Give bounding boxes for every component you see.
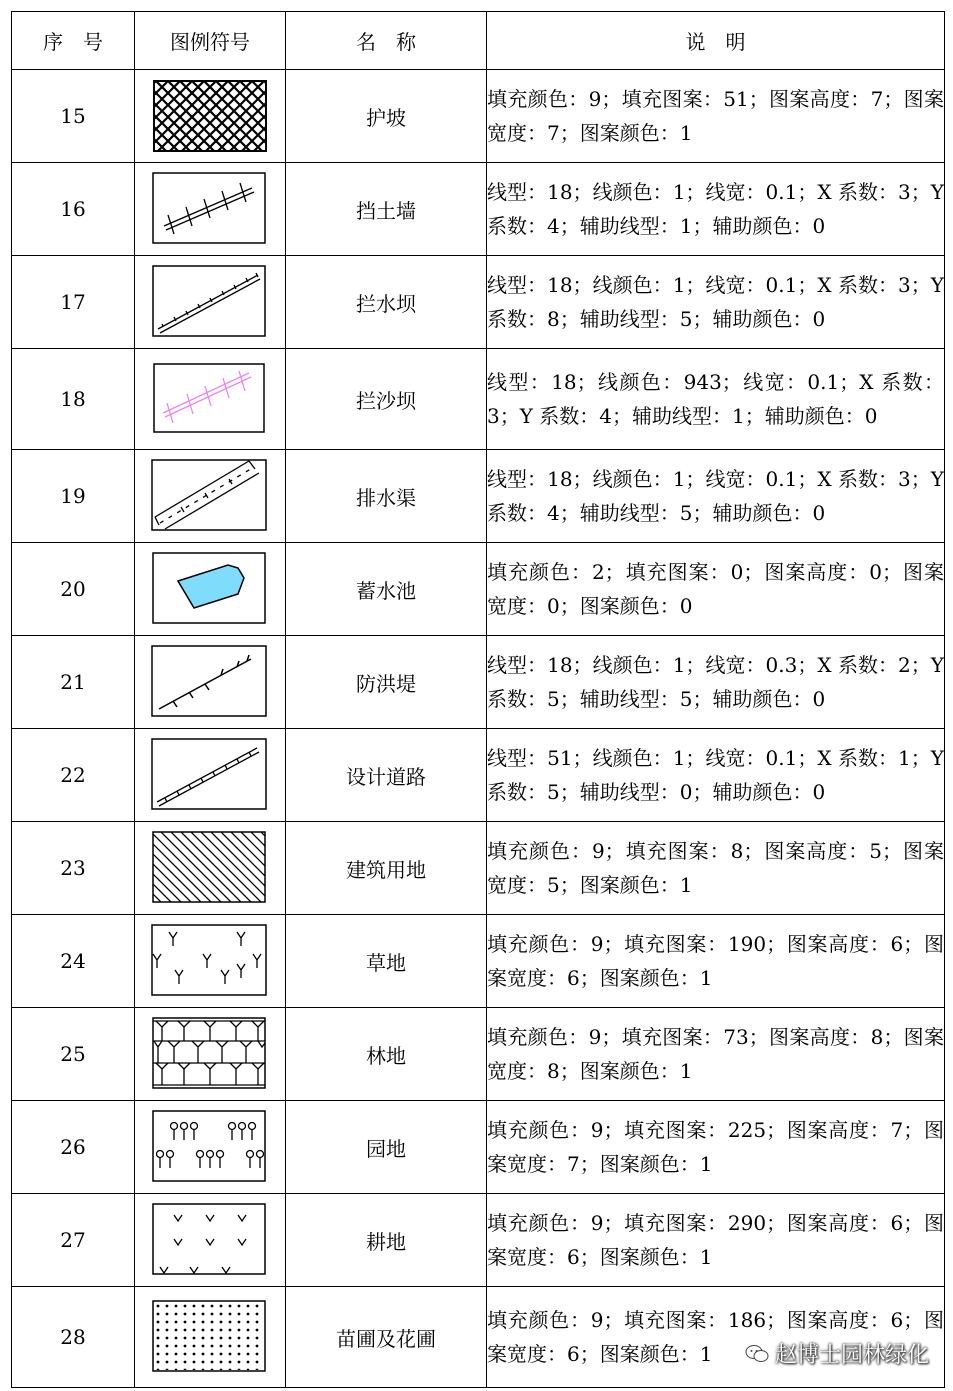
row-desc: 线型：51；线颜色：1；线宽：0.1；X 系数：1；Y 系数：5；辅助线型：0；辅助颜色：0 [487,729,945,822]
row-name: 林地 [286,1008,487,1101]
watermark-text: 赵博士园林绿化 [774,1343,929,1368]
row-seq: 22 [12,729,135,822]
row-seq: 24 [12,915,135,1008]
orchard-icon [152,1110,268,1184]
row-desc: 填充颜色：2；填充图案：0；图案高度：0；图案宽度：0；图案颜色：0 [487,543,945,636]
dam-icon [152,265,268,339]
table-row [12,450,945,543]
row-name: 拦水坝 [286,256,487,349]
sand-dam-icon [153,363,267,435]
row-name: 设计道路 [286,729,487,822]
row-desc: 填充颜色：9；填充图案：225；图案高度：7；图案宽度：7；图案颜色：1 [487,1101,945,1194]
row-name: 蓄水池 [286,543,487,636]
row-name: 耕地 [286,1194,487,1287]
row-name: 苗圃及花圃 [286,1287,487,1388]
row-seq: 27 [12,1194,135,1287]
row-desc: 填充颜色：9；填充图案：290；图案高度：6；图案宽度：6；图案颜色：1 [487,1194,945,1287]
row-desc: 线型：18；线颜色：1；线宽：0.1；X 系数：3；Y 系数：4；辅助线型：5；辅助颜色：0 [487,450,945,543]
reservoir-icon [152,552,268,626]
slope-crosshatch-icon [153,80,267,152]
table-row [12,1008,945,1101]
row-desc: 填充颜色：9；填充图案：51；图案高度：7；图案宽度：7；图案颜色：1 [487,70,945,163]
grassland-icon [151,924,269,998]
nursery-icon [152,1300,268,1374]
header-name: 名 称 [286,12,487,70]
row-name: 园地 [286,1101,487,1194]
row-name: 拦沙坝 [286,349,487,450]
row-name: 草地 [286,915,487,1008]
table-row [12,543,945,636]
row-name: 排水渠 [286,450,487,543]
legend-table [11,11,945,1388]
forest-land-icon [152,1017,268,1091]
row-seq: 17 [12,256,135,349]
table-row [12,70,945,163]
row-seq: 19 [12,450,135,543]
header-desc: 说 明 [487,12,945,70]
row-desc: 填充颜色：9；填充图案：190；图案高度：6；图案宽度：6；图案颜色：1 [487,915,945,1008]
retaining-wall-icon [152,172,268,246]
farmland-icon [152,1203,268,1277]
design-road-icon [151,738,269,812]
table-row [12,349,945,450]
table-row [12,163,945,256]
table-row [12,1287,945,1388]
building-land-icon [152,831,268,905]
table-row [12,636,945,729]
row-name: 建筑用地 [286,822,487,915]
row-seq: 15 [12,70,135,163]
row-desc: 线型：18；线颜色：1；线宽：0.3；X 系数：2；Y 系数：5；辅助线型：5；辅助颜色：0 [487,636,945,729]
row-seq: 20 [12,543,135,636]
table-row [12,822,945,915]
row-seq: 16 [12,163,135,256]
row-name: 挡土墙 [286,163,487,256]
row-seq: 25 [12,1008,135,1101]
drainage-channel-icon [151,459,269,533]
table-row [12,256,945,349]
row-seq: 23 [12,822,135,915]
levee-icon [151,645,269,719]
row-desc: 线型：18；线颜色：1；线宽：0.1；X 系数：3；Y 系数：4；辅助线型：1；辅助颜色：0 [487,163,945,256]
row-seq: 26 [12,1101,135,1194]
row-desc: 线型：18；线颜色：943；线宽：0.1；X 系数：3；Y 系数：4；辅助线型：1；辅助颜色：0 [487,349,945,450]
table-row [12,915,945,1008]
table-row [12,729,945,822]
header-seq: 序 号 [12,12,135,70]
row-desc: 填充颜色：9；填充图案：186；图案高度：6；图案宽度：6；图案颜色：1 [487,1287,945,1388]
watermark [745,1338,929,1369]
row-desc: 填充颜色：9；填充图案：73；图案高度：8；图案宽度：8；图案颜色：1 [487,1008,945,1101]
wechat-logo-icon [745,1344,769,1364]
table-row [12,1194,945,1287]
row-seq: 28 [12,1287,135,1388]
header-row [12,12,945,70]
row-desc: 填充颜色：9；填充图案：8；图案高度：5；图案宽度：5；图案颜色：1 [487,822,945,915]
table-row [12,1101,945,1194]
row-seq: 21 [12,636,135,729]
row-name: 护坡 [286,70,487,163]
header-symbol: 图例符号 [135,12,286,70]
row-seq: 18 [12,349,135,450]
row-desc: 线型：18；线颜色：1；线宽：0.1；X 系数：3；Y 系数：8；辅助线型：5；辅助颜色：0 [487,256,945,349]
row-name: 防洪堤 [286,636,487,729]
